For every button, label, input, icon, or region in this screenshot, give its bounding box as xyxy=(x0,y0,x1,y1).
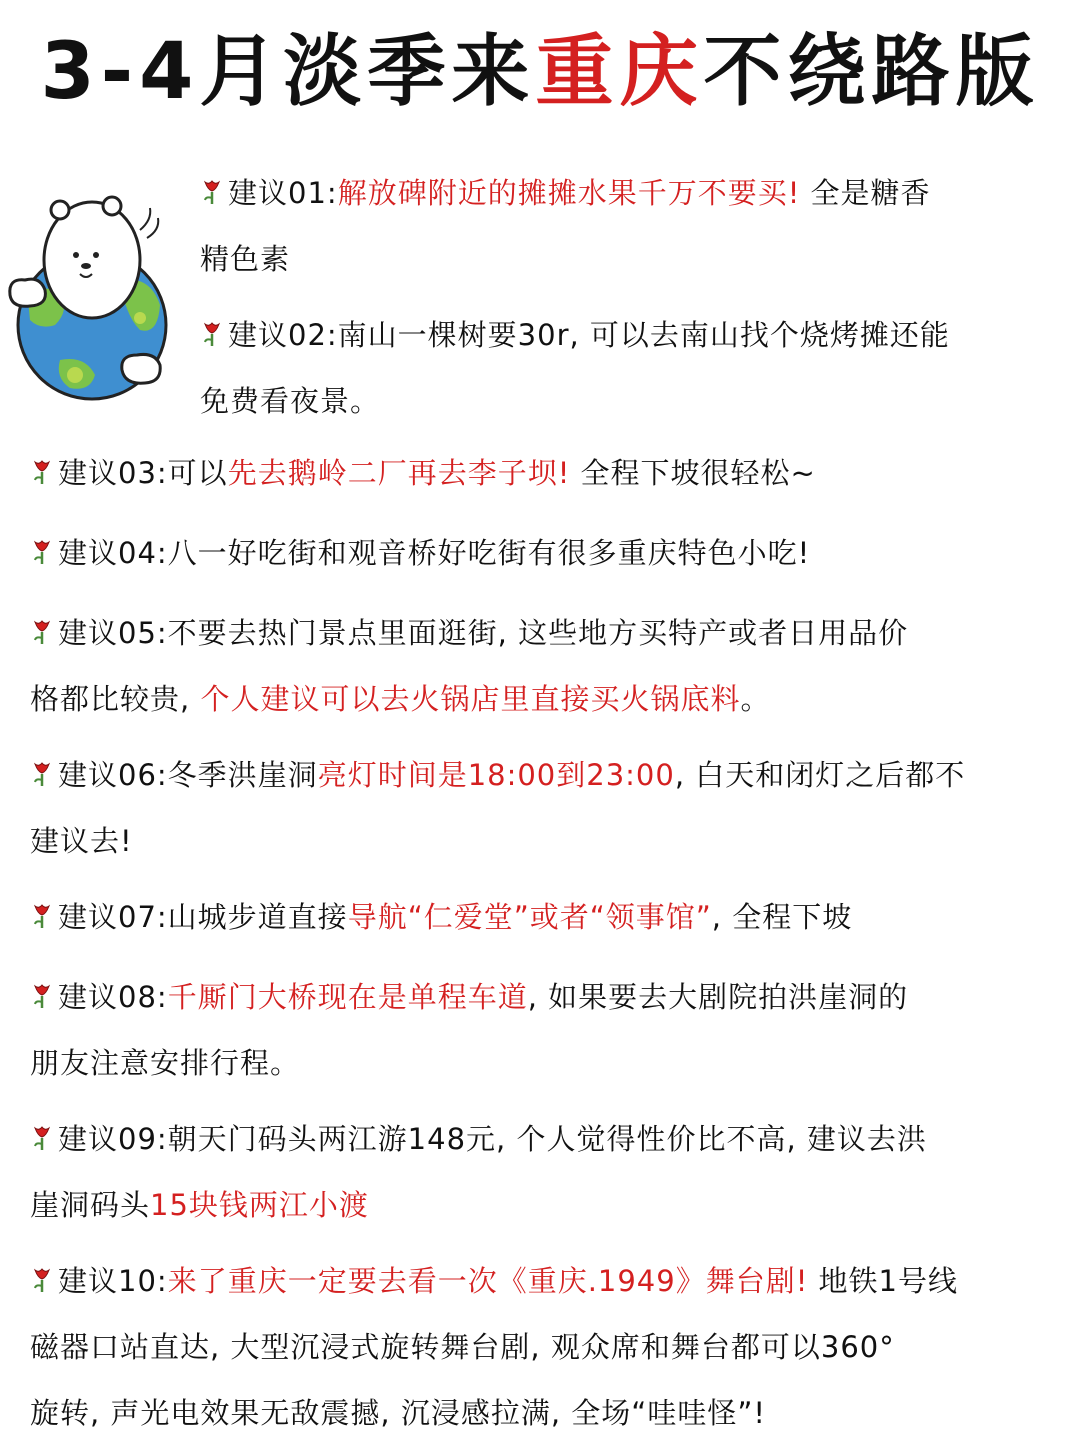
tip-highlight-text: 15块钱两江小渡 xyxy=(150,1188,369,1222)
tip-highlight-text: 亮灯时间是18:00到23:00 xyxy=(317,758,675,792)
tip-item xyxy=(30,742,965,874)
tip-text: 建议10: xyxy=(58,1264,168,1298)
tip-item xyxy=(30,520,810,586)
tip-text: 建议去! xyxy=(30,824,133,858)
title-part-2: 不绕路版 xyxy=(703,27,1040,117)
flower-bullet-icon xyxy=(30,902,54,930)
bear-on-globe-illustration xyxy=(0,160,190,430)
tip-text: 精色素 xyxy=(200,242,291,276)
tip-text: 地铁1号线 xyxy=(808,1264,959,1298)
tip-line xyxy=(30,666,908,732)
tip-line xyxy=(30,1314,958,1380)
tip-highlight-text: 千厮门大桥现在是单程车道 xyxy=(167,980,528,1014)
tip-highlight-text: 个人建议可以去火锅店里直接买火锅底料 xyxy=(200,682,741,716)
tip-line xyxy=(30,1172,927,1238)
tip-line xyxy=(200,368,950,434)
tip-item xyxy=(30,1248,958,1446)
tip-line xyxy=(30,520,810,586)
flower-bullet-icon xyxy=(30,458,54,486)
tip-highlight-text: 解放碑附近的摊摊水果千万不要买! xyxy=(337,176,801,210)
flower-bullet-icon xyxy=(30,1124,54,1152)
tip-item xyxy=(30,440,816,506)
tip-line xyxy=(30,884,852,950)
tip-text: 格都比较贵, xyxy=(30,682,201,716)
tip-text: 建议04:八一好吃街和观音桥好吃街有很多重庆特色小吃! xyxy=(58,536,811,570)
tip-text: 建议09:朝天门码头两江游148元, 个人觉得性价比不高, 建议去洪 xyxy=(58,1122,927,1156)
tip-text: 建议03:可以 xyxy=(58,456,228,490)
tip-line xyxy=(200,226,931,292)
tip-text: 建议01: xyxy=(228,176,338,210)
tip-line xyxy=(30,1380,958,1446)
tip-item xyxy=(200,302,950,434)
tip-highlight-text: 导航“仁爱堂”或者“领事馆” xyxy=(347,900,712,934)
tip-text: 建议08: xyxy=(58,980,168,1014)
page-title xyxy=(0,22,1080,122)
tip-text: 。 xyxy=(740,682,771,716)
flower-bullet-icon xyxy=(30,760,54,788)
flower-bullet-icon xyxy=(30,1266,54,1294)
tip-text: 建议06:冬季洪崖洞 xyxy=(58,758,318,792)
tip-highlight-text: 先去鹅岭二厂再去李子坝! xyxy=(227,456,571,490)
tip-item xyxy=(200,160,931,292)
tip-text: 旋转, 声光电效果无敌震撼, 沉浸感拉满, 全场“哇哇怪”! xyxy=(30,1396,766,1430)
tip-text: , 全程下坡 xyxy=(711,900,853,934)
tip-text: 全是糖香 xyxy=(800,176,931,210)
tip-text: 朋友注意安排行程。 xyxy=(30,1046,301,1080)
flower-bullet-icon xyxy=(30,982,54,1010)
flower-bullet-icon xyxy=(200,320,224,348)
tip-line xyxy=(200,302,950,368)
title-highlight: 重庆 xyxy=(535,27,704,117)
tip-text: , 如果要去大剧院拍洪崖洞的 xyxy=(527,980,909,1014)
tip-text: , 白天和闭灯之后都不 xyxy=(674,758,966,792)
title-part-1: 3-4月淡季来 xyxy=(40,27,536,117)
tip-highlight-text: 来了重庆一定要去看一次《重庆.1949》舞台剧! xyxy=(167,1264,809,1298)
bear-on-globe-icon xyxy=(0,160,190,430)
tip-line xyxy=(30,964,908,1030)
flower-bullet-icon xyxy=(30,618,54,646)
tip-line xyxy=(30,808,965,874)
tip-line xyxy=(30,1106,927,1172)
tip-text: 全程下坡很轻松~ xyxy=(570,456,816,490)
flower-bullet-icon xyxy=(200,178,224,206)
flower-bullet-icon xyxy=(30,538,54,566)
tip-text: 建议05:不要去热门景点里面逛街, 这些地方买特产或者日用品价 xyxy=(58,616,909,650)
tip-item xyxy=(30,964,908,1096)
tip-text: 崖洞码头 xyxy=(30,1188,151,1222)
tip-line xyxy=(30,440,816,506)
tip-line xyxy=(30,1248,958,1314)
tip-text: 建议07:山城步道直接 xyxy=(58,900,348,934)
tip-item xyxy=(30,884,852,950)
tip-line xyxy=(200,160,931,226)
tip-text: 免费看夜景。 xyxy=(200,384,381,418)
tip-line xyxy=(30,742,965,808)
tip-text: 建议02:南山一棵树要30r, 可以去南山找个烧烤摊还能 xyxy=(228,318,950,352)
tip-line xyxy=(30,600,908,666)
tip-item xyxy=(30,600,908,732)
tip-line xyxy=(30,1030,908,1096)
tip-item xyxy=(30,1106,927,1238)
tip-text: 磁器口站直达, 大型沉浸式旋转舞台剧, 观众席和舞台都可以360° xyxy=(30,1330,895,1364)
